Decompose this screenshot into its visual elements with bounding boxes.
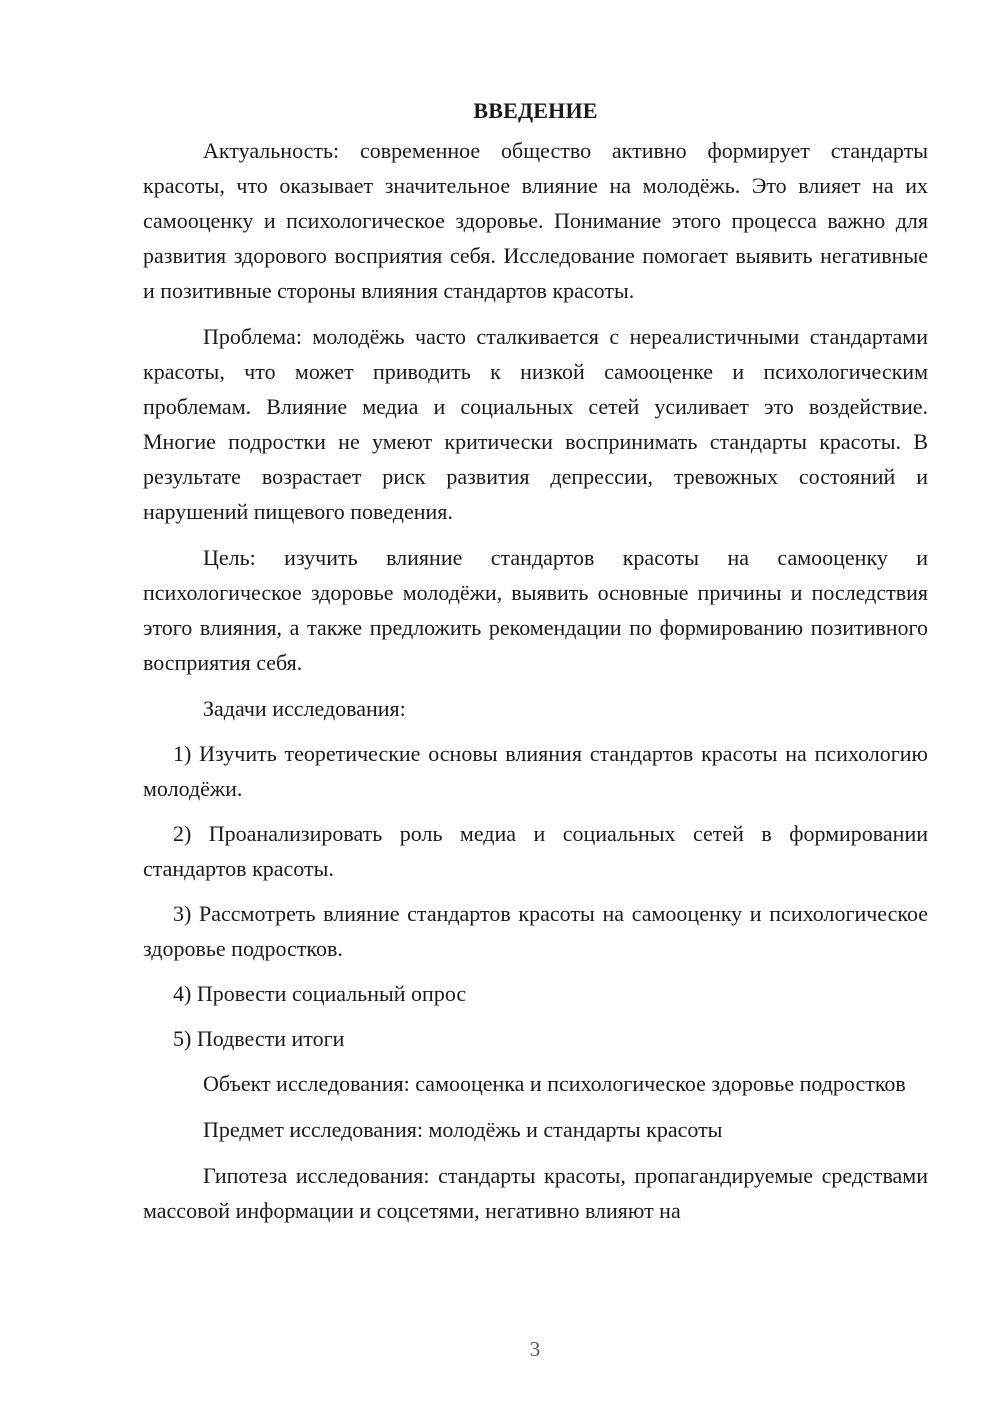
task-item: 4) Провести социальный опрос <box>173 981 467 1006</box>
hypothesis-paragraph: Гипотеза исследования: стандарты красоты, пропагандируемые средствами массовой информации и соцсетями, негативно влияют на <box>143 1163 928 1223</box>
relevance-paragraph: Актуальность: современное общество активно формирует стандарты красоты, что оказывает значительное влияние на молодёжь. Это влияет на их самооценку и психологическое здоровье. Понимание этого процесса важно для развития здорового восприятия себя. Исследование помогает выявить негативные и позитивные стороны влияния стандартов красоты. <box>143 138 928 303</box>
tasks-list <box>143 736 928 1056</box>
task-item: 5) Подвести итоги <box>173 1026 345 1051</box>
task-item: 2) Проанализировать роль медиа и социальных сетей в формировании стандартов красоты. <box>143 821 928 881</box>
task-item: 1) Изучить теоретические основы влияния стандартов красоты на психологию молодёжи. <box>143 741 928 801</box>
subject-paragraph: Предмет исследования: молодёжь и стандарты красоты <box>203 1117 723 1142</box>
problem-paragraph: Проблема: молодёжь часто сталкивается с нереалистичными стандартами красоты, что может приводить к низкой самооценке и психологическим проблемам. Влияние медиа и социальных сетей усиливает это воздействие. Многие подростки не умеют критически воспринимать стандарты красоты. В результате возрастает риск развития депрессии, тревожных состояний и нарушений пищевого поведения. <box>143 324 928 524</box>
page-content <box>143 93 928 1239</box>
section-title: ВВЕДЕНИЕ <box>473 98 598 123</box>
task-item: 3) Рассмотреть влияние стандартов красоты на самооценку и психологическое здоровье подростков. <box>143 901 928 961</box>
goal-paragraph: Цель: изучить влияние стандартов красоты на самооценку и психологическое здоровье молодёжи, выявить основные причины и последствия этого влияния, а также предложить рекомендации по формированию позитивного восприятия себя. <box>143 545 928 675</box>
object-paragraph: Объект исследования: самооценка и психологическое здоровье подростков <box>203 1071 906 1096</box>
tasks-heading: Задачи исследования: <box>203 696 406 721</box>
page-number: 3 <box>529 1337 541 1361</box>
